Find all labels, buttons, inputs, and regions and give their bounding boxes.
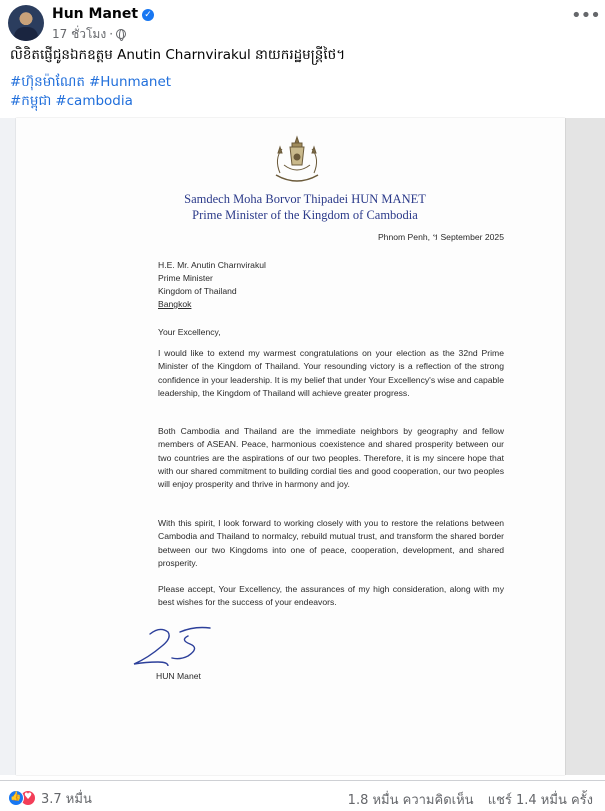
post-header <box>0 0 605 44</box>
reaction-count: 3.7 หมื่น <box>41 791 92 807</box>
author-name[interactable]: Hun Manet <box>52 6 139 22</box>
recipient-line: H.E. Mr. Anutin Charnvirakul <box>158 260 266 270</box>
recipient-line: Prime Minister <box>158 273 213 283</box>
author-name-row <box>52 6 154 22</box>
letterhead-name: Samdech Moha Borvor Thipadei HUN MANET <box>184 192 426 206</box>
globe-icon <box>116 29 126 39</box>
shares-count-link[interactable]: แชร์ 1.4 หมื่น ครั้ง <box>487 793 593 808</box>
recipient-line: Kingdom of Thailand <box>158 286 237 296</box>
letter-paragraph: Both Cambodia and Thailand are the immediate neighbors by geography and fellow members of ASEAN. Peace, harmonious coexistence and shared prosperity between our two countries are the aspirations of our two peoples. Therefore, it is my sincere hope that with our shared commitment to building cordial ties and good cooperation, our two peoples will enjoy prosperity and thrive in harmony and joy. <box>158 426 504 490</box>
verified-badge-icon: ✓ <box>142 9 154 21</box>
letter-salutation: Your Excellency, <box>158 327 221 337</box>
hashtag-link[interactable]: #Hunmanet <box>88 74 172 90</box>
engagement-stats <box>348 789 593 810</box>
post-timestamp[interactable]: 17 ชั่วโมง <box>52 27 107 41</box>
letter-next-page-edge <box>565 118 605 775</box>
letter-recipient-block <box>158 259 266 311</box>
hashtag-link[interactable]: #cambodia <box>55 93 133 109</box>
love-reaction-icon: ♥ <box>20 790 36 806</box>
letter-paragraph: With this spirit, I look forward to working closely with you to restore the relations between Cambodia and Thailand to normalcy, rebuild mutual trust, and transform the shared border between our two Kingdoms into one of peace, cooperation, development, and shared prosperity. <box>158 518 504 568</box>
royal-crest-icon <box>262 135 332 185</box>
post-footer <box>0 780 605 811</box>
post-text: លិខិតផ្ញើជូនឯកឧត្តម Anutin Charnvirakul នាយករដ្ឋមន្ត្រីថៃ។ <box>10 47 346 63</box>
more-options-icon[interactable]: ••• <box>571 5 600 26</box>
hashtag-link[interactable]: #ហ៊ុនម៉ាណែត <box>10 74 85 90</box>
letter-paragraph: I would like to extend my warmest congratulations on your election as the 32nd Prime Minister of the Kingdom of Thailand. Your resounding victory is a reflection of the strong confidence in your leadership. It is my belief that under Your Excellency's wise and capable leadership, the Kingdom of Thailand will achieve greater progress. <box>158 348 504 398</box>
post-meta: 17 ชั่วโมง · <box>52 25 126 44</box>
hashtags <box>10 73 175 111</box>
letter-paragraph: Please accept, Your Excellency, the assurances of my high consideration, along with my best wishes for the success of your endeavors. <box>158 584 504 608</box>
hashtag-link[interactable]: #កម្ពុជា <box>10 93 52 109</box>
letter-signatory: HUN Manet <box>156 671 201 681</box>
comments-count-link[interactable]: 1.8 หมื่น ความคิดเห็น <box>347 793 474 808</box>
recipient-line: Bangkok <box>158 299 192 309</box>
handwritten-signature <box>130 622 230 666</box>
reactions-summary[interactable] <box>8 789 92 807</box>
author-avatar[interactable] <box>8 5 44 41</box>
letterhead-title: Prime Minister of the Kingdom of Cambodia <box>192 208 418 222</box>
letter-place-date: Phnom Penh, ។ September 2025 <box>377 232 504 242</box>
like-reaction-icon: 👍 <box>8 790 24 806</box>
